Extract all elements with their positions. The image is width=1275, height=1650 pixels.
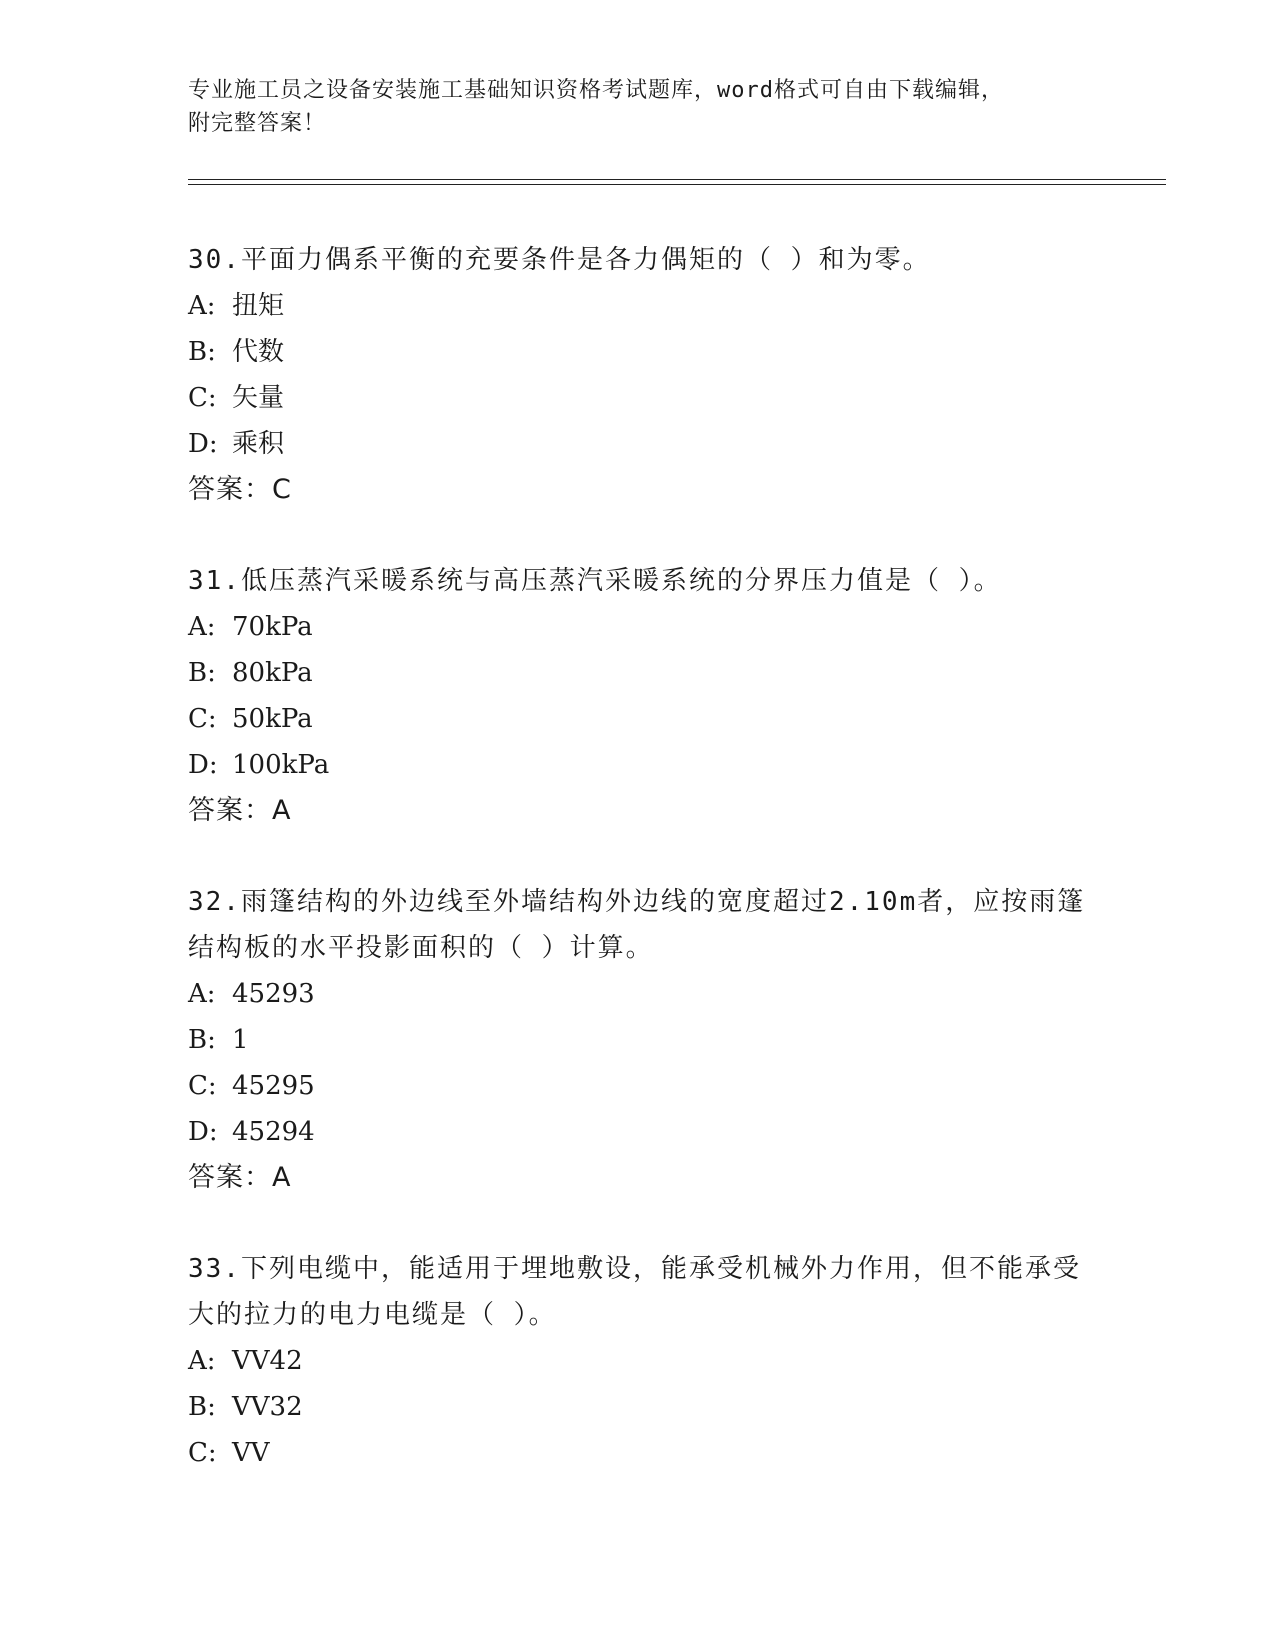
option-text: 1 — [232, 1025, 249, 1055]
question-stem: 30.平面力偶系平衡的充要条件是各力偶矩的（ ）和为零。 — [188, 245, 931, 275]
option-letter: B: — [188, 337, 216, 367]
option-letter: A: — [188, 1346, 216, 1376]
option-text: VV42 — [232, 1346, 303, 1376]
option-letter: C: — [188, 1438, 217, 1468]
option-d — [188, 742, 1088, 788]
header-line-2: 附完整答案！ — [188, 111, 327, 136]
option-d — [188, 1109, 1088, 1155]
option-text: VV — [232, 1438, 270, 1468]
header-rule-bottom — [188, 184, 1166, 185]
question-33 — [188, 1246, 1088, 1476]
option-text: 矢量 — [232, 383, 285, 413]
option-letter: D: — [188, 429, 218, 459]
option-text: 70kPa — [232, 612, 313, 642]
option-text: 代数 — [232, 337, 285, 367]
header-line-1: 专业施工员之设备安装施工基础知识资格考试题库，word格式可自由下载编辑， — [188, 78, 1004, 103]
option-text: VV32 — [232, 1392, 303, 1422]
option-letter: B: — [188, 658, 216, 688]
document-header — [188, 74, 1068, 140]
option-letter: C: — [188, 383, 217, 413]
option-letter: B: — [188, 1392, 216, 1422]
header-rule-top — [188, 179, 1166, 180]
option-letter: B: — [188, 1025, 216, 1055]
option-b — [188, 329, 1088, 375]
question-32 — [188, 879, 1088, 1201]
option-text: 80kPa — [232, 658, 313, 688]
option-b — [188, 1384, 1088, 1430]
question-stem: 31.低压蒸汽采暖系统与高压蒸汽采暖系统的分界压力值是（ ）。 — [188, 566, 1002, 596]
option-text: 100kPa — [232, 750, 330, 780]
question-30 — [188, 237, 1088, 513]
option-a — [188, 283, 1088, 329]
option-letter: C: — [188, 704, 217, 734]
option-letter: C: — [188, 1071, 217, 1101]
option-letter: A: — [188, 612, 216, 642]
option-letter: A: — [188, 979, 216, 1009]
option-text: 45295 — [232, 1071, 315, 1101]
option-a — [188, 1338, 1088, 1384]
option-c — [188, 1063, 1088, 1109]
option-d — [188, 421, 1088, 467]
answer: 答案：A — [188, 795, 292, 826]
option-text: 45294 — [232, 1117, 315, 1147]
option-letter: A: — [188, 291, 216, 321]
option-letter: D: — [188, 750, 218, 780]
option-c — [188, 1430, 1088, 1476]
option-c — [188, 696, 1088, 742]
option-text: 45293 — [232, 979, 315, 1009]
answer: 答案：C — [188, 474, 292, 505]
option-c — [188, 375, 1088, 421]
answer: 答案：A — [188, 1162, 292, 1193]
question-31 — [188, 558, 1088, 834]
option-a — [188, 971, 1088, 1017]
option-text: 50kPa — [232, 704, 313, 734]
option-b — [188, 650, 1088, 696]
option-letter: D: — [188, 1117, 218, 1147]
option-b — [188, 1017, 1088, 1063]
option-text: 扭矩 — [232, 291, 285, 321]
option-a — [188, 604, 1088, 650]
option-text: 乘积 — [232, 429, 285, 459]
question-stem: 32.雨篷结构的外边线至外墙结构外边线的宽度超过2.10m者，应按雨篷结构板的水平投影面积的（ ）计算。 — [188, 887, 1086, 963]
question-stem: 33.下列电缆中，能适用于埋地敷设，能承受机械外力作用，但不能承受大的拉力的电力电缆是（ ）。 — [188, 1254, 1081, 1330]
